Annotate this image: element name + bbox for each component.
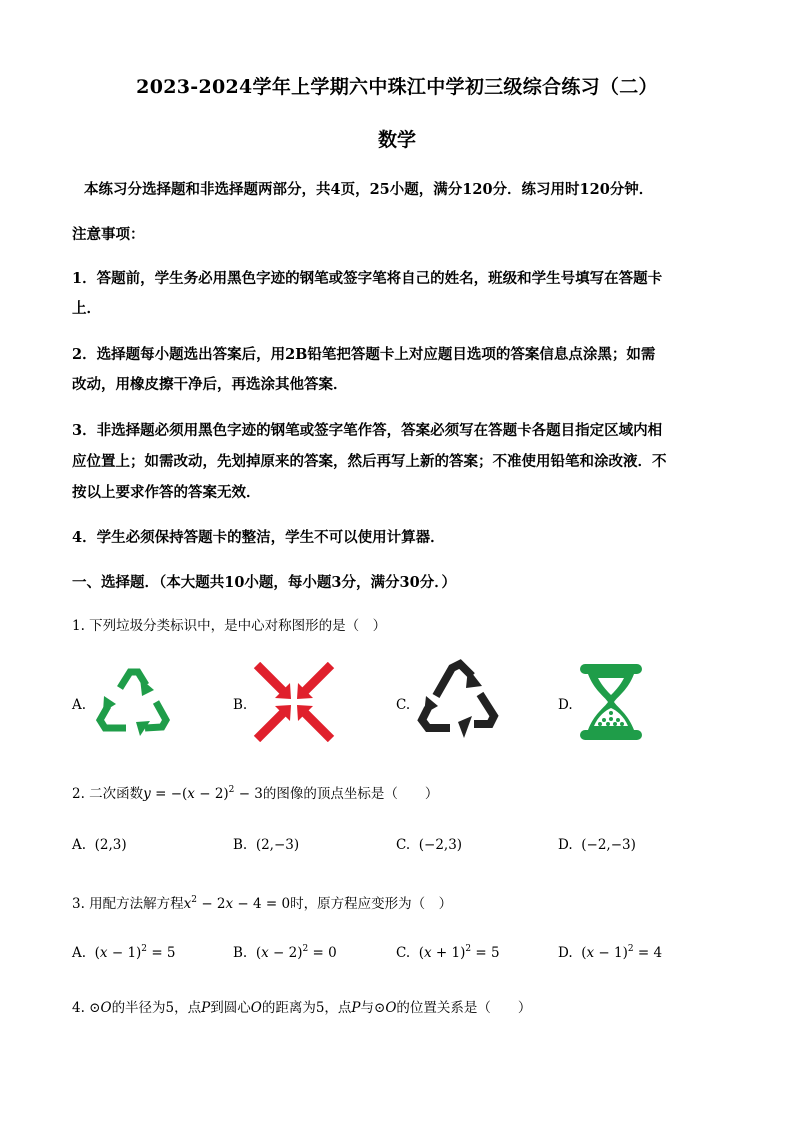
q1-option-b-label: B. xyxy=(233,697,248,713)
recycle-black-icon xyxy=(416,658,500,746)
q2-option-a: A. (2,3) xyxy=(72,837,127,853)
inward-arrows-red-icon xyxy=(253,662,335,742)
section-heading: 一、选择题．（本大题共10小题，每小题3分，满分30分．） xyxy=(72,574,456,591)
question-3-text: 3. 用配方法解方程$x^2 - 2x - 4 = 0$时，原方程应变形为（ ） xyxy=(72,895,453,912)
question-1-text: 1. 下列垃圾分类标识中，是中心对称图形的是（ ） xyxy=(72,618,387,634)
page-title: 2023-2024学年上学期六中珠江中学初三级综合练习（二） xyxy=(136,76,658,98)
note-3-line-1: 3．非选择题必须用黑色字迹的钢笔或签字笔作答，答案必须写在答题卡各题目指定区域内相 xyxy=(72,422,663,439)
hourglass-green-icon xyxy=(578,662,644,742)
question-4-text: 4. ⊙O的半径为5，点P到圆心O的距离为5，点P与⊙O的位置关系是（ ） xyxy=(72,1000,532,1016)
question-2-text: 2. 二次函数$y = -(x - 2)^2 - 3$的图像的顶点坐标是（ ） xyxy=(72,785,439,802)
q3-option-b: B. $(x - 2)^2 = 0$ xyxy=(233,944,337,961)
notes-heading: 注意事项： xyxy=(72,226,145,243)
q1-option-c-label: C. xyxy=(396,697,411,713)
note-4: 4．学生必须保持答题卡的整洁，学生不可以使用计算器． xyxy=(72,529,445,546)
note-2-line-1: 2．选择题每小题选出答案后，用2B铅笔把答题卡上对应题目选项的答案信息点涂黑；如需 xyxy=(72,346,656,363)
note-3-line-3: 按以上要求作答的答案无效． xyxy=(72,484,261,501)
q2-option-c: C. (−2,3) xyxy=(396,837,463,853)
intro-text: 本练习分选择题和非选择题两部分，共4页，25小题，满分120分．练习用时120分钟． xyxy=(84,181,654,198)
q2-option-d: D. (−2,−3) xyxy=(558,837,636,853)
note-2-line-2: 改动，用橡皮擦干净后，再选涂其他答案． xyxy=(72,376,348,393)
note-1-line-1: 1．答题前，学生务必用黑色字迹的钢笔或签字笔将自己的姓名，班级和学生号填写在答题卡 xyxy=(72,270,663,287)
recycle-green-icon xyxy=(90,660,176,740)
q3-option-d: D. $(x - 1)^2 = 4$ xyxy=(558,944,663,961)
subject-title: 数学 xyxy=(377,129,416,151)
note-3-line-2: 应位置上；如需改动，先划掉原来的答案，然后再写上新的答案；不准使用铅笔和涂改液．不 xyxy=(72,453,667,470)
q1-option-d-label: D. xyxy=(558,697,573,713)
q3-option-a: A. $(x - 1)^2 = 5$ xyxy=(72,944,176,961)
q1-option-a-label: A. xyxy=(72,697,87,713)
q3-option-c: C. $(x + 1)^2 = 5$ xyxy=(396,944,500,961)
q2-option-b: B. (2,−3) xyxy=(233,837,300,853)
note-1-line-2: 上． xyxy=(72,300,101,317)
